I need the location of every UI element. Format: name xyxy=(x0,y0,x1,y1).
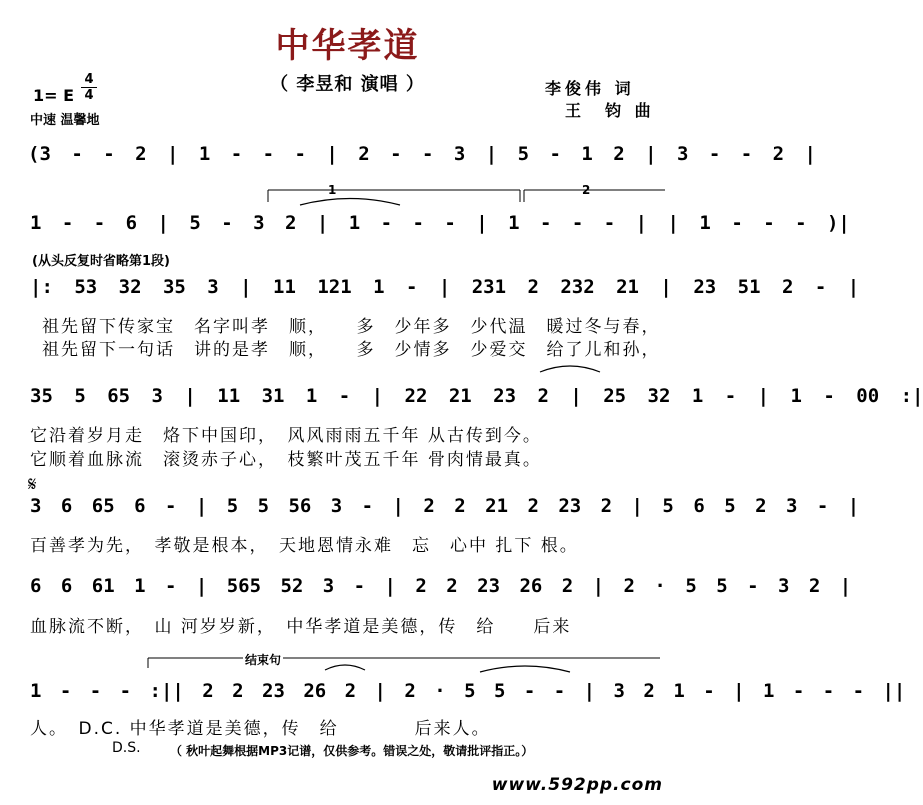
score-row-2: 1 - - 6 | 5 - 3 2 | 1 - - - | 1 - - - | | 1 - - - )| xyxy=(30,212,850,234)
lyric-row-5: 百善孝为先， 孝敬是根本， 天地恩情永难 忘 心中 扎下 根。 xyxy=(30,536,579,556)
lyric-row-4-verse-2: 它顺着血脉流 滚烫赤子心， 枝繁叶茂五千年 骨肉情最真。 xyxy=(30,450,542,470)
score-row-6: 6 6 61 1 - | 565 52 3 - | 2 2 23 26 2 | 2 · 5 5 - 3 2 | xyxy=(30,575,852,597)
lyricist-credit: 李俊伟 词 xyxy=(545,79,635,98)
transcription-note: （ 秋叶起舞根据MP3记谱，仅供参考。错误之处，敬请批评指正。） xyxy=(170,744,534,758)
time-sig-bottom: 4 xyxy=(84,88,94,103)
lyric-row-6: 血脉流不断， 山 河岁岁新， 中华孝道是美德，传 给 后来 xyxy=(30,617,572,637)
ds-marking: D.S. xyxy=(112,740,141,756)
score-row-7: 1 - - - :|| 2 2 23 26 2 | 2 · 5 5 - - | 3 2 1 - | 1 - - - || xyxy=(30,680,906,702)
website-watermark: www.592pp.com xyxy=(491,775,663,795)
score-row-4: 35 5 65 3 | 11 31 1 - | 22 21 23 2 | 25 32 1 - | 1 - 00 :| xyxy=(30,385,923,407)
repeat-instruction: (从头反复时省略第1段) xyxy=(32,254,170,269)
lyric-row-3-verse-2: 祖先留下一句话 讲的是孝 顺， 多 少情多 少爱交 给了儿和孙， xyxy=(42,340,661,360)
segno-sign: 𝄋 xyxy=(28,472,37,496)
performer-credit: （ 李昱和 演唱 ） xyxy=(270,74,425,95)
lyric-row-7: 人。 D.C. 中华孝道是美德，传 给 后来人。 xyxy=(30,719,491,739)
lyric-row-3-verse-1: 祖先留下传家宝 名字叫孝 顺， 多 少年多 少代温 暖过冬与春， xyxy=(42,317,661,337)
lyric-row-4-verse-1: 它沿着岁月走 烙下中国印， 风风雨雨五千年 从古传到今。 xyxy=(30,426,542,446)
key-signature: 1= E xyxy=(33,86,75,105)
score-row-3: |: 53 32 35 3 | 11 121 1 - | 231 2 232 21 | 23 51 2 - | xyxy=(30,276,860,298)
composer-credit: 王 钧 曲 xyxy=(565,101,655,120)
volta-1-label: 1 xyxy=(328,183,337,197)
score-row-5: 3 6 65 6 - | 5 5 56 3 - | 2 2 21 2 23 2 | 5 6 5 2 3 - | xyxy=(30,495,860,517)
song-title: 中华孝道 xyxy=(275,26,420,66)
tempo-marking: 中速 温馨地 xyxy=(30,113,100,128)
time-sig-top: 4 xyxy=(84,72,94,87)
ending-label: 结束句 xyxy=(245,653,282,667)
score-row-1: (3 - - 2 | 1 - - - | 2 - - 3 | 5 - 1 2 | 3 - - 2 | xyxy=(28,143,816,165)
volta-2-label: 2 xyxy=(582,183,591,197)
